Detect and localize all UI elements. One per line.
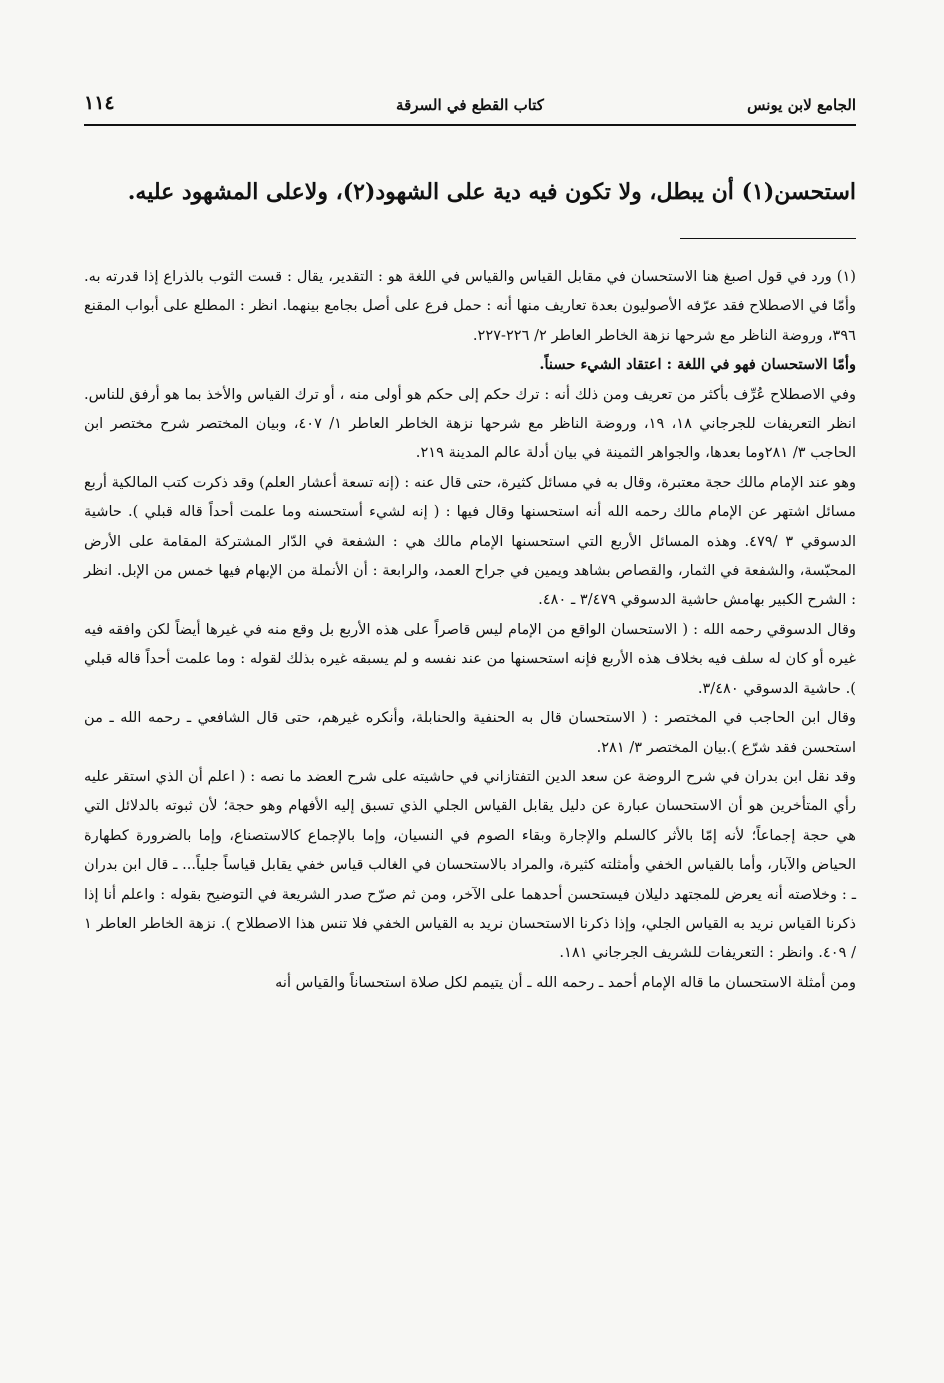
footnotes xyxy=(84,262,856,997)
page-number: ١١٤ xyxy=(84,92,115,114)
footnote-paragraph: وقال ابن الحاجب في المختصر : ( الاستحسان قال به الحنفية والحنابلة، وأنكره غيرهم، حتى قال الشافعي ـ رحمه الله ـ من استحسن فقد شرّع ).بيان المختصر ٣/ ٢٨١. xyxy=(84,709,856,756)
footnote-paragraph: وقال الدسوقي رحمه الله : ( الاستحسان الواقع من الإمام ليس قاصراً على هذه الأربع بل وقع منه في غيرها أيضاً لكن وافقه فيه غيره أو كان له سلف فيه بخلاف هذه الأربع فإنه استحسنها من عند نفسه و لم يسبقه غيره بذلك لقوله : وما علمت أحداً قاله قبلي ). حاشية الدسوقي ٣/٤٨٠. xyxy=(84,620,856,697)
page-header xyxy=(84,94,856,124)
header-rule xyxy=(84,124,856,126)
footnote-paragraph: ومن أمثلة الاستحسان ما قاله الإمام أحمد ـ رحمه الله ـ أن يتيمم لكل صلاة استحساناً والقياس أنه xyxy=(275,973,856,991)
chapter-title: كتاب القطع في السرقة xyxy=(396,96,544,114)
footnote-paragraph: (١) ورد في قول اصبغ هنا الاستحسان في مقابل القياس والقياس في اللغة هو : التقدير، يقال : قست الثوب بالذراع إذا قدرته به. وأمّا في الاصطلاح فقد عرّفه الأصوليون بعدة تعاريف منها أنه : حمل فرع على أصل بجامع بينهما. انظر : المطلع على أبواب المقنع ٣٩٦، وروضة الناظر مع شرحها نزهة الخاطر العاطر ٢/ ٢٢٦-٢٢٧. xyxy=(84,268,856,344)
footnote-paragraph: وفي الاصطلاح عُرِّف بأكثر من تعريف ومن ذلك أنه : ترك حكم إلى حكم هو أولى منه ، أو ترك القياس والأخذ بما هو أرفق للناس. انظر التعريفات للجرجاني ١٨، ١٩، وروضة الناظر مع شرحها نزهة الخاطر العاطر ١/ ٤٠٧، وبيان المختصر شرح مختصر ابن الحاجب ٣/ ٢٨١وما بعدها، والجواهر الثمينة في بيان أدلة عالم المدينة ٢١٩. xyxy=(84,385,856,462)
footnote-paragraph: وأمّا الاستحسان فهو في اللغة : اعتقاد الشيء حسناً. xyxy=(539,356,856,374)
footnote-separator xyxy=(680,238,856,239)
book-title: الجامع لابن يونس xyxy=(747,96,856,114)
footnote-paragraph: وقد نقل ابن بدران في شرح الروضة عن سعد الدين التفتازاني في حاشيته على شرح العضد ما نصه : ( اعلم أن الذي استقر عليه رأي المتأخرين هو أن الاستحسان عبارة عن دليل يقابل القياس الجلي الذي تسبق إليه الأفهام وهو حجة؛ لأن ثبوته بالدلائل التي هي حجة إجماعاً؛ لأنه إمّا بالأثر كالسلم والإجارة وبقاء الصوم في النسيان، وإما بالإجماع كالاستصناع، وإما بالضرورة كطهارة الحياض والآبار، وأما بالقياس الخفي وأمثلته كثيرة، والمراد بالاستحسان في الغالب قياس خفي يقابل قياساً جلياً... ـ قال ابن بدران ـ : وخلاصته أنه يعرض للمجتهد دليلان فيستحسن أحدهما على الآخر، ومن ثم صرّح صدر الشريعة في التوضيح بقوله : واعلم أنا إذا ذكرنا القياس نريد به القياس الجلي، وإذا ذكرنا الاستحسان نريد به القياس الخفي فلا تنس هذا الاصطلاح ). نزهة الخاطر العاطر ١ / ٤٠٩. وانظر : التعريفات للشريف الجرجاني ١٨١. xyxy=(84,767,856,962)
main-text: استحسن(١) أن يبطل، ولا تكون فيه دية على الشهود(٢)، ولاعلى المشهود عليه. xyxy=(127,179,856,205)
footnote-paragraph: وهو عند الإمام مالك حجة معتبرة، وقال به في مسائل كثيرة، حتى قال عنه : (إنه تسعة أعشار العلم) وقد ذكرت كتب المالكية أربع مسائل اشتهر عن الإمام مالك رحمه الله أنه استحسنها وقال فيها : ( إنه لشيء أستحسنه وما علمت أحداً قاله قبلي ). حاشية الدسوقي ٣ /٤٧٩. وهذه المسائل الأربع التي استحسنها الإمام مالك هي : الشفعة في الدّار المشتركة المقامة على الأرض المحبّسة، والشفعة في الثمار، والقصاص بشاهد ويمين في جراح العمد، والرابعة : أن الأنملة من الإبهام فيها خمس من الإبل. انظر : الشرح الكبير بهامش حاشية الدسوقي ٣/٤٧٩ ـ ٤٨٠. xyxy=(84,473,857,609)
